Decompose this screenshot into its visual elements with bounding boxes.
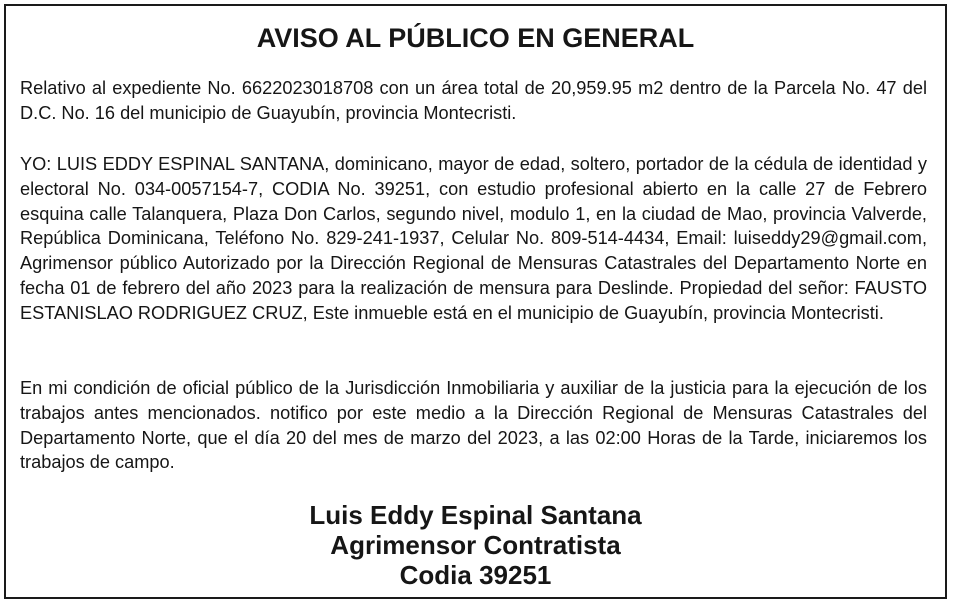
signature-role: Agrimensor Contratista <box>330 530 621 560</box>
signature-codia: Codia 39251 <box>399 560 552 590</box>
notice-paragraph-file-reference: Relativo al expediente No. 6622023018708 con un área total de 20,959.95 m2 dentro de la Parcela No. 47 del D.C. No. 16 del municipio de Guayubín, provincia Montecristi. <box>20 78 927 123</box>
signature-block <box>6 500 945 590</box>
notice-paragraph-surveyor-details: YO: LUIS EDDY ESPINAL SANTANA, dominicano, mayor de edad, soltero, portador de la cédula de identidad y electoral No. 034-0057154-7, CODIA No. 39251, con estudio profesional abierto en la calle 27 de Febrero esquina calle Talanquera, Plaza Don Carlos, segundo nivel, modulo 1, en la ciudad de Mao, provincia Valverde, República Dominicana, Teléfono No. 829-241-1937, Celular No. 809-514-4434, Email: luiseddy29@gmail.com, Agrimensor público Autorizado por la Dirección Regional de Mensuras Catastrales del Departamento Norte en fecha 01 de febrero del año 2023 para la realización de mensura para Deslinde. Propiedad del señor: FAUSTO ESTANISLAO RODRIGUEZ CRUZ, Este inmueble está en el municipio de Guayubín, provincia Montecristi. <box>20 154 927 323</box>
notice-paragraph-work-schedule: En mi condición de oficial público de la Jurisdicción Inmobiliaria y auxiliar de la justicia para la ejecución de los trabajos antes mencionados. notifico por este medio a la Dirección Regional de Mensuras Catastrales del Departamento Norte, que el día 20 del mes de marzo del 2023, a las 02:00 Horas de la Tarde, iniciaremos los trabajos de campo. <box>20 378 927 473</box>
public-notice <box>4 4 947 599</box>
notice-title: AVISO AL PÚBLICO EN GENERAL <box>256 23 695 53</box>
signature-name: Luis Eddy Espinal Santana <box>309 500 642 530</box>
